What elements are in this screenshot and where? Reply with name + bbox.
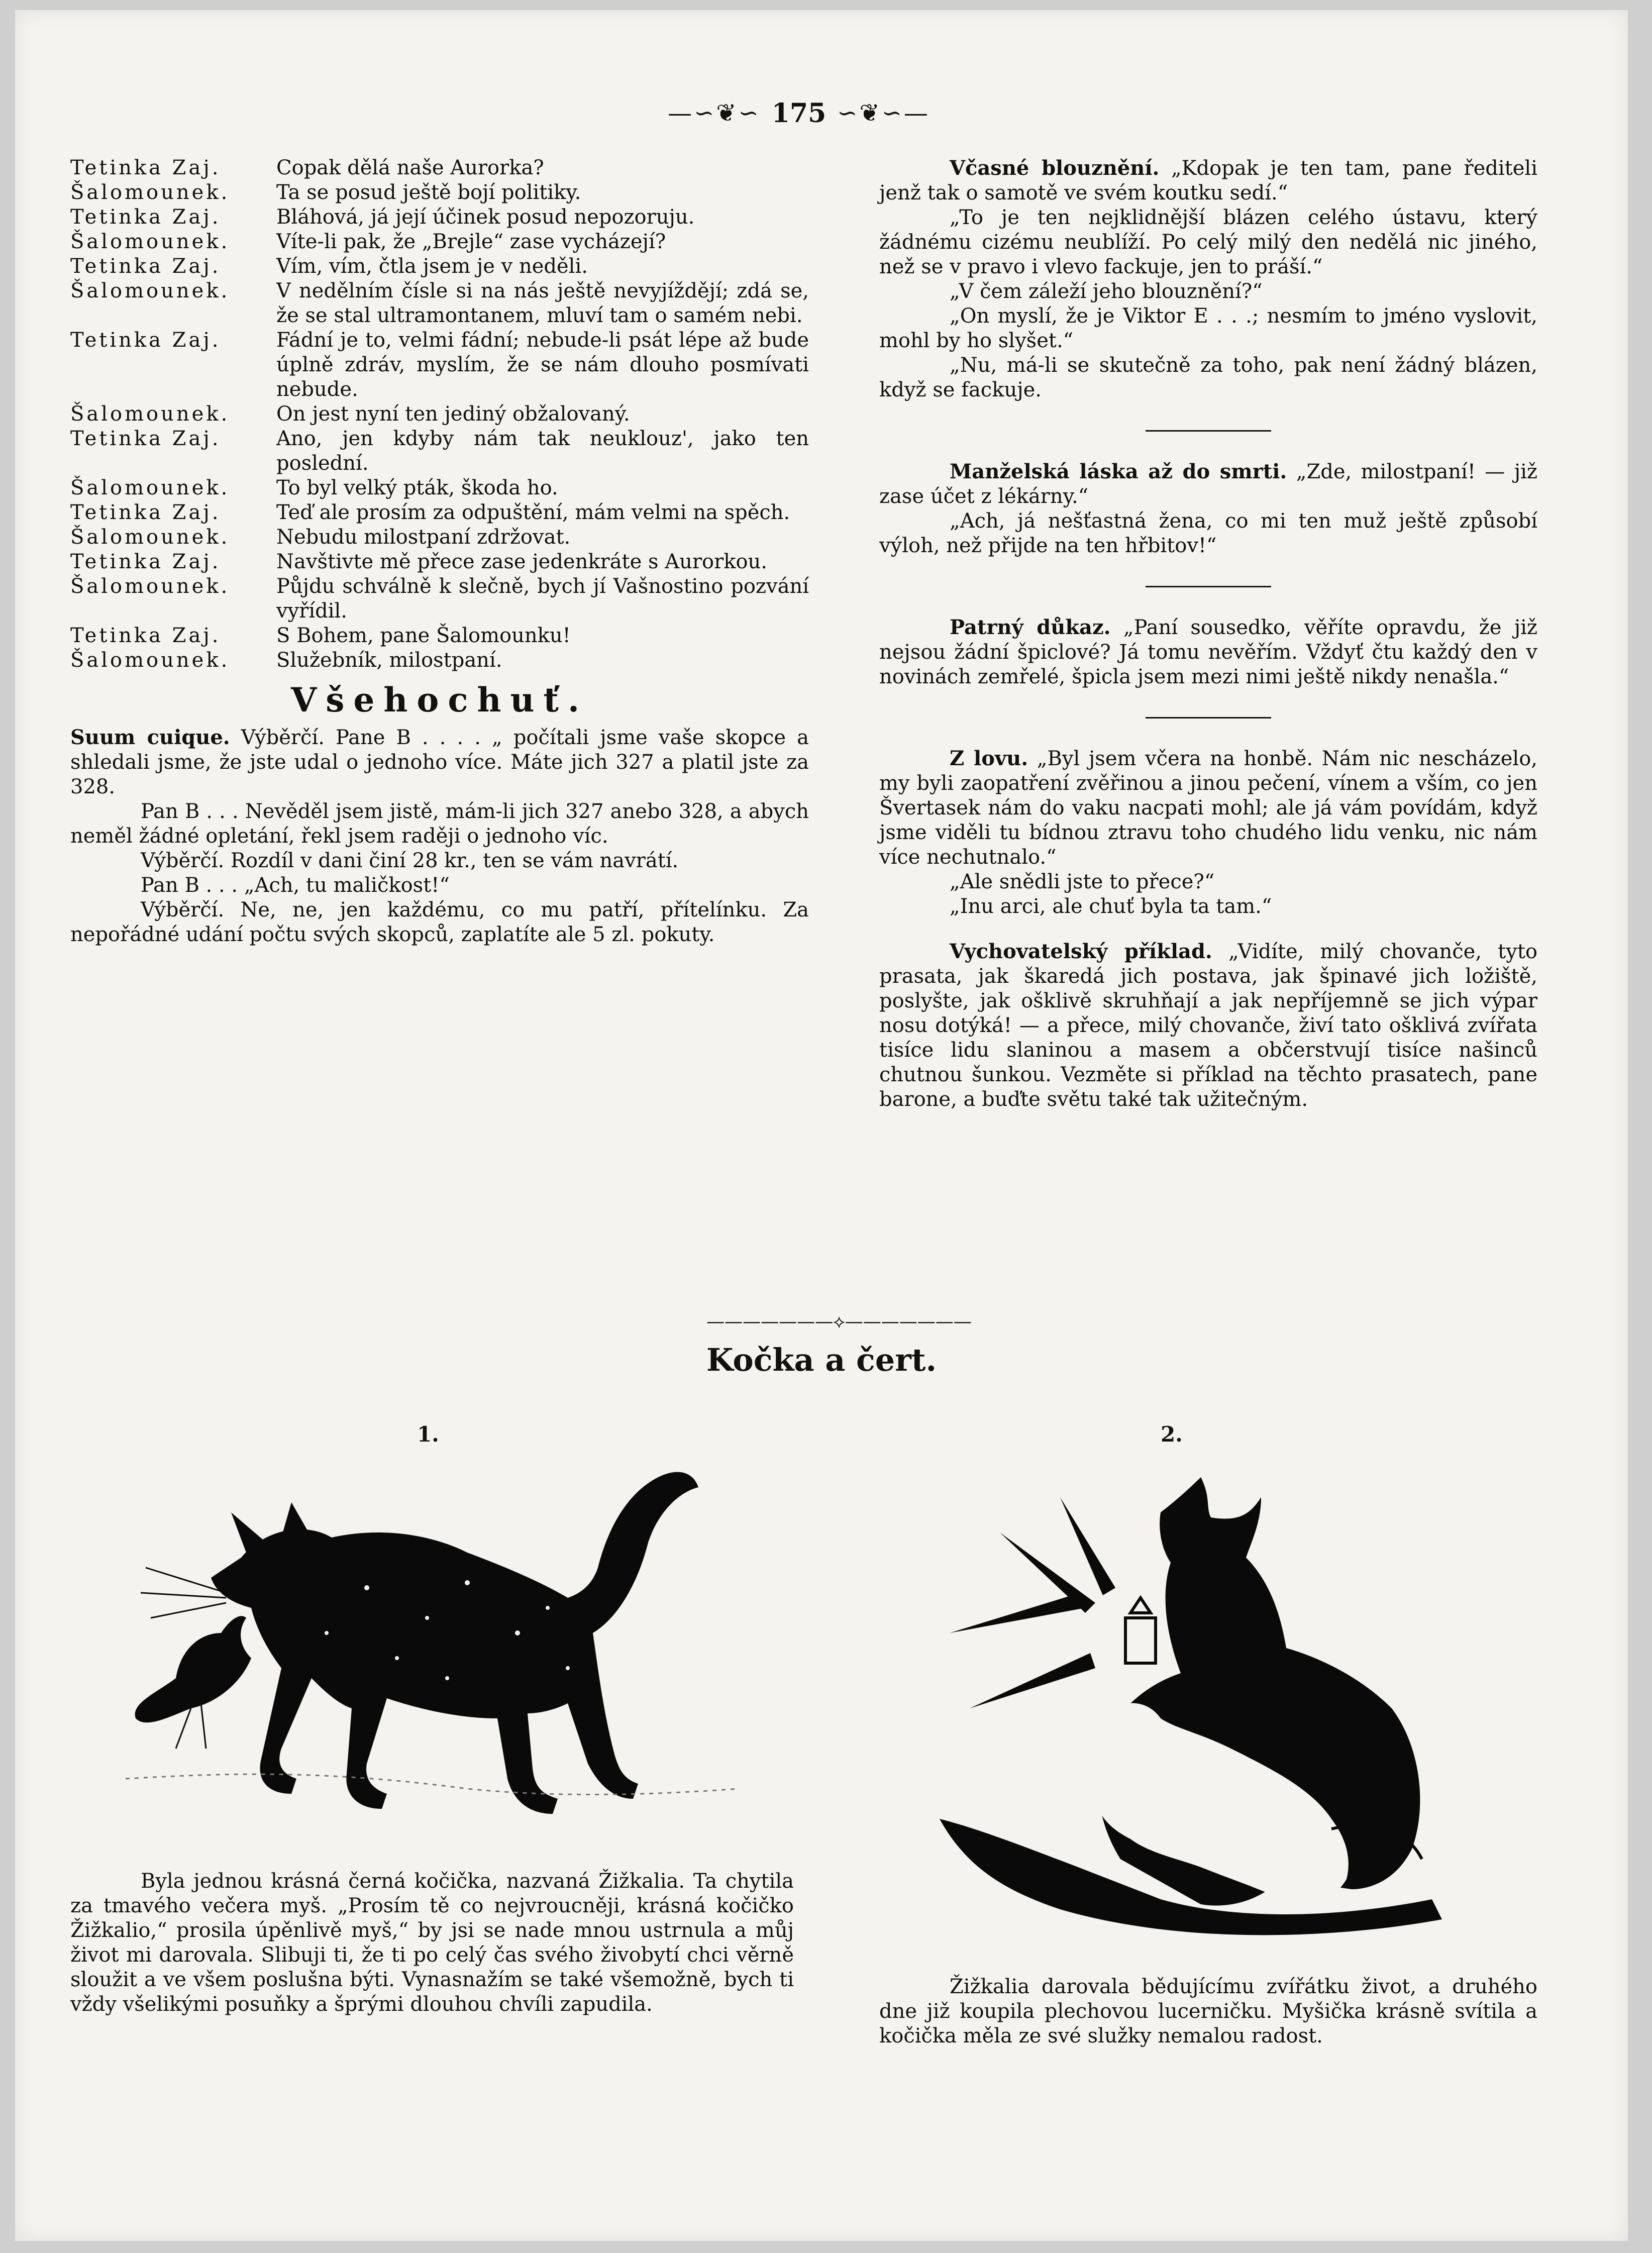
dialogue-text: Navštivte mě přece zase jedenkráte s Aurorkou.: [276, 550, 768, 573]
dialogue-text: Ano, jen kdyby nám tak neuklouz', jako ten poslední.: [276, 427, 809, 475]
dialogue-text: On jest nyní ten jediný obžalovaný.: [276, 402, 630, 426]
anecdote-text: „Nu, má-li se skutečně za toho, pak není žádný blázen, když se fackuje.: [879, 354, 1537, 401]
story-title: Kočka a čert.: [706, 1342, 937, 1378]
speaker-name: Šalomounek.: [70, 649, 230, 672]
anecdote-text: „Zde, milostpaní! — již zase účet z lékárny.“: [879, 460, 1537, 508]
story-caption-left: [70, 1869, 794, 2017]
anecdote-text: „On myslí, že je Viktor E . . .; nesmím to jméno vyslovit, mohl by ho slyšet.“: [879, 304, 1537, 352]
anecdote-text: „Inu arci, ale chuť byla ta tam.“: [950, 895, 1272, 918]
caption-text: Byla jednou krásná černá kočička, nazvaná Žižkalia. Ta chytila za tmavého večera myš. „Prosím tě co nejvroucněji, krásná kočičko Žižkalio,“ prosila úpěnlivě myš,“ by jsi se nade mnou ustrnula a můj život mi darovala. Slibuji ti, že ti po celý čas svého živobytí chci věrně sloužit a ve všem poslušna býti. Vynasnažím se také všemožně, bych ti vždy všelikými posuňky a šprými dlouhou chvíli zapudila.: [70, 1870, 794, 2016]
dialogue-text: Copak dělá naše Aurorka?: [276, 156, 544, 179]
dialogue-text: Víte-li pak, že „Brejle“ zase vycházejí?: [276, 230, 666, 253]
speaker-name: Tetinka Zaj.: [70, 624, 221, 647]
dialogue-text: Služebník, milostpaní.: [276, 649, 502, 672]
suum-paragraph-1: Pan B . . . Nevěděl jsem jistě, mám-li jich 327 anebo 328, a abych neměl žádné opletání, řekl jsem raději o jednoho víc.: [70, 800, 809, 848]
page-number: 175: [771, 97, 827, 129]
page-header: [598, 95, 1000, 131]
anecdote-title: Manželská láska až do smrti.: [950, 460, 1287, 483]
anecdote-title: Z lovu.: [950, 747, 1028, 770]
story-caption-right: [879, 1975, 1537, 2049]
dialogue-text: S Bohem, pane Šalomounku!: [276, 624, 571, 647]
dialogue-line: [70, 156, 809, 180]
dialogue-line: [70, 525, 809, 550]
anecdote-text: „Ale snědli jste to přece?“: [950, 870, 1215, 893]
speaker-name: Šalomounek.: [70, 230, 230, 253]
right-ornament: ∽❦∽—: [837, 99, 930, 127]
anecdote: [879, 156, 1537, 402]
dialogue-line: [70, 476, 809, 500]
speaker-name: Tetinka Zaj.: [70, 206, 221, 229]
newspaper-page: [15, 10, 1628, 2241]
dialogue-text: V nedělním čísle si na nás ještě nevyjíždějí; zdá se, že se stal ultramontanem, mluví tam o samém nebi.: [276, 279, 809, 327]
speaker-name: Tetinka Zaj.: [70, 329, 221, 352]
dialogue-line: [70, 648, 809, 673]
dialogue-line: [70, 624, 809, 648]
anecdote-text: „V čem záleží jeho blouznění?“: [950, 280, 1263, 303]
dialogue-line: [70, 328, 809, 402]
anecdote-text: „Byl jsem včera na honbě. Nám nic nescházelo, my byli zaopatření zvěřinou a jinou pečení, vínem a vším, co jen Švertasek nám do vaku nacpati mohl; ale já vám povídám, když jsme viděli tu bídnou ztravu toho chudého lidu venku, nic nám více nechutnalo.“: [879, 747, 1538, 869]
dialogue-line: [70, 402, 809, 427]
speaker-name: Šalomounek.: [70, 526, 230, 549]
dialogue-text: Půjdu schválně k slečně, bych jí Vašnostino pozvání vyřídil.: [276, 575, 809, 623]
dialogue-line: [70, 574, 809, 624]
dialogue-line: [70, 254, 809, 279]
speaker-name: Šalomounek.: [70, 279, 230, 302]
dialogue-text: Bláhová, já její účinek posud nepozoruju.: [276, 206, 695, 229]
dialogue-line: [70, 279, 809, 328]
left-column: [70, 156, 809, 947]
anecdote-title: Včasné blouznění.: [950, 156, 1160, 180]
anecdote: [879, 939, 1537, 1112]
suum-title: Suum cuique.: [70, 726, 230, 749]
cat-with-mouse-illustration: [116, 1467, 749, 1829]
dialogue-line: [70, 205, 809, 230]
anecdote: [879, 459, 1537, 558]
speaker-name: Tetinka Zaj.: [70, 427, 221, 450]
anecdote-text: „Vidíte, milý chovanče, tyto prasata, jak škaredá jich postava, jak špinavé jich ložiště, poslyšte, jak ošklivě skruhňají a jak nepříjemně se jich výpar nosu dotýká! — a přece, milý chovanče, živí tato ošklivá zvířata tisíce lidu slaninou a masem a občerstvují tisíce našinců chutnou šunkou. Vezměte si příklad na těchto prasatech, pane barone, a buďte světu také tak užitečným.: [879, 940, 1538, 1111]
divider: [1146, 717, 1271, 719]
dialogue-text: Ta se posud ještě bojí politiky.: [276, 181, 581, 204]
anecdote-text: „To je ten nejklidnější blázen celého ústavu, který žádnému cizému neublíží. Po celý milý den nedělá nic jiného, než se v pravo i vlevo fackuje, jen to práší.“: [879, 206, 1537, 278]
dialogue-text: Teď ale prosím za odpuštění, mám velmi na spěch.: [276, 501, 790, 524]
suum-paragraph-3: Pan B . . . „Ach, tu maličkost!“: [141, 874, 450, 897]
anecdote-text: „Kdopak je ten tam, pane řediteli jenž tak o samotě ve svém koutku sedí.“: [879, 157, 1537, 204]
dialogue-line: [70, 550, 809, 574]
speaker-name: Tetinka Zaj.: [70, 501, 221, 524]
speaker-name: Tetinka Zaj.: [70, 156, 221, 179]
anecdote-text: „Ach, já nešťastná žena, co mi ten muž ještě způsobí výloh, než přijde na ten hřbitov!“: [879, 509, 1537, 557]
anecdote-text: „Paní sousedko, věříte opravdu, že již nejsou žádní špiclové? Já tomu nevěřím. Vždyť čtu každý den v novinách zemřelé, špicla jsem mezi nimi ještě nikdy nenašla.“: [879, 616, 1538, 688]
figure-1-label: 1.: [417, 1422, 439, 1447]
dialogue-line: [70, 180, 809, 205]
dialogue-line: [70, 427, 809, 476]
speaker-name: Šalomounek.: [70, 181, 230, 204]
left-ornament: —∽❦∽: [668, 99, 761, 127]
anecdote-title: Patrný důkaz.: [950, 616, 1111, 639]
dialogue-text: Nebudu milostpaní zdržovat.: [276, 526, 571, 549]
suum-paragraph-2: Výběrčí. Rozdíl v dani činí 28 kr., ten se vám navrátí.: [141, 849, 679, 872]
caption-text: Žižkalia darovala bědujícímu zvířátku život, a druhého dne již koupila plechovou lucerničku. Myšička krásně svítila a kočička měla ze své služky nemalou radost.: [879, 1975, 1537, 2047]
dialogue-text: Fádní je to, velmi fádní; nebude-li psát lépe až bude úplně zdráv, myslím, že se nám dlouho posmívati nebude.: [276, 329, 809, 401]
anecdote: [879, 615, 1537, 689]
suum-paragraph-4: Výběrčí. Ne, ne, jen každému, co mu patří, přítelínku. Za nepořádné udání počtu svých skopců, zaplatíte ale 5 zl. pokuty.: [70, 898, 809, 946]
dialogue-line: [70, 230, 809, 254]
devil-and-cat-illustration: [879, 1467, 1537, 1970]
speaker-name: Šalomounek.: [70, 575, 230, 598]
right-column: [879, 156, 1537, 1112]
story-ornament-divider: ———————⟡———————: [706, 1311, 972, 1332]
anecdote-title: Vychovatelský příklad.: [950, 940, 1212, 963]
section-heading: Všehochuť.: [291, 680, 588, 720]
figure-2-label: 2.: [1161, 1422, 1183, 1447]
dialogue-text: Vím, vím, čtla jsem je v neděli.: [276, 255, 588, 278]
dialogue-line: [70, 500, 809, 525]
suum-paragraph-0: Výběrčí. Pane B . . . . „ počítali jsme vaše skopce a shledali jsme, že jste udal o jednoho více. Máte jich 327 a platil jste za 328.: [70, 726, 809, 798]
divider: [1146, 430, 1271, 432]
suum-first-paragraph: [70, 725, 809, 799]
speaker-name: Tetinka Zaj.: [70, 255, 221, 278]
dialogue: [70, 156, 809, 673]
divider: [1146, 586, 1271, 587]
speaker-name: Šalomounek.: [70, 476, 230, 499]
speaker-name: Šalomounek.: [70, 402, 230, 426]
speaker-name: Tetinka Zaj.: [70, 550, 221, 573]
anecdote: [879, 746, 1537, 919]
dialogue-text: To byl velký pták, škoda ho.: [276, 476, 558, 499]
